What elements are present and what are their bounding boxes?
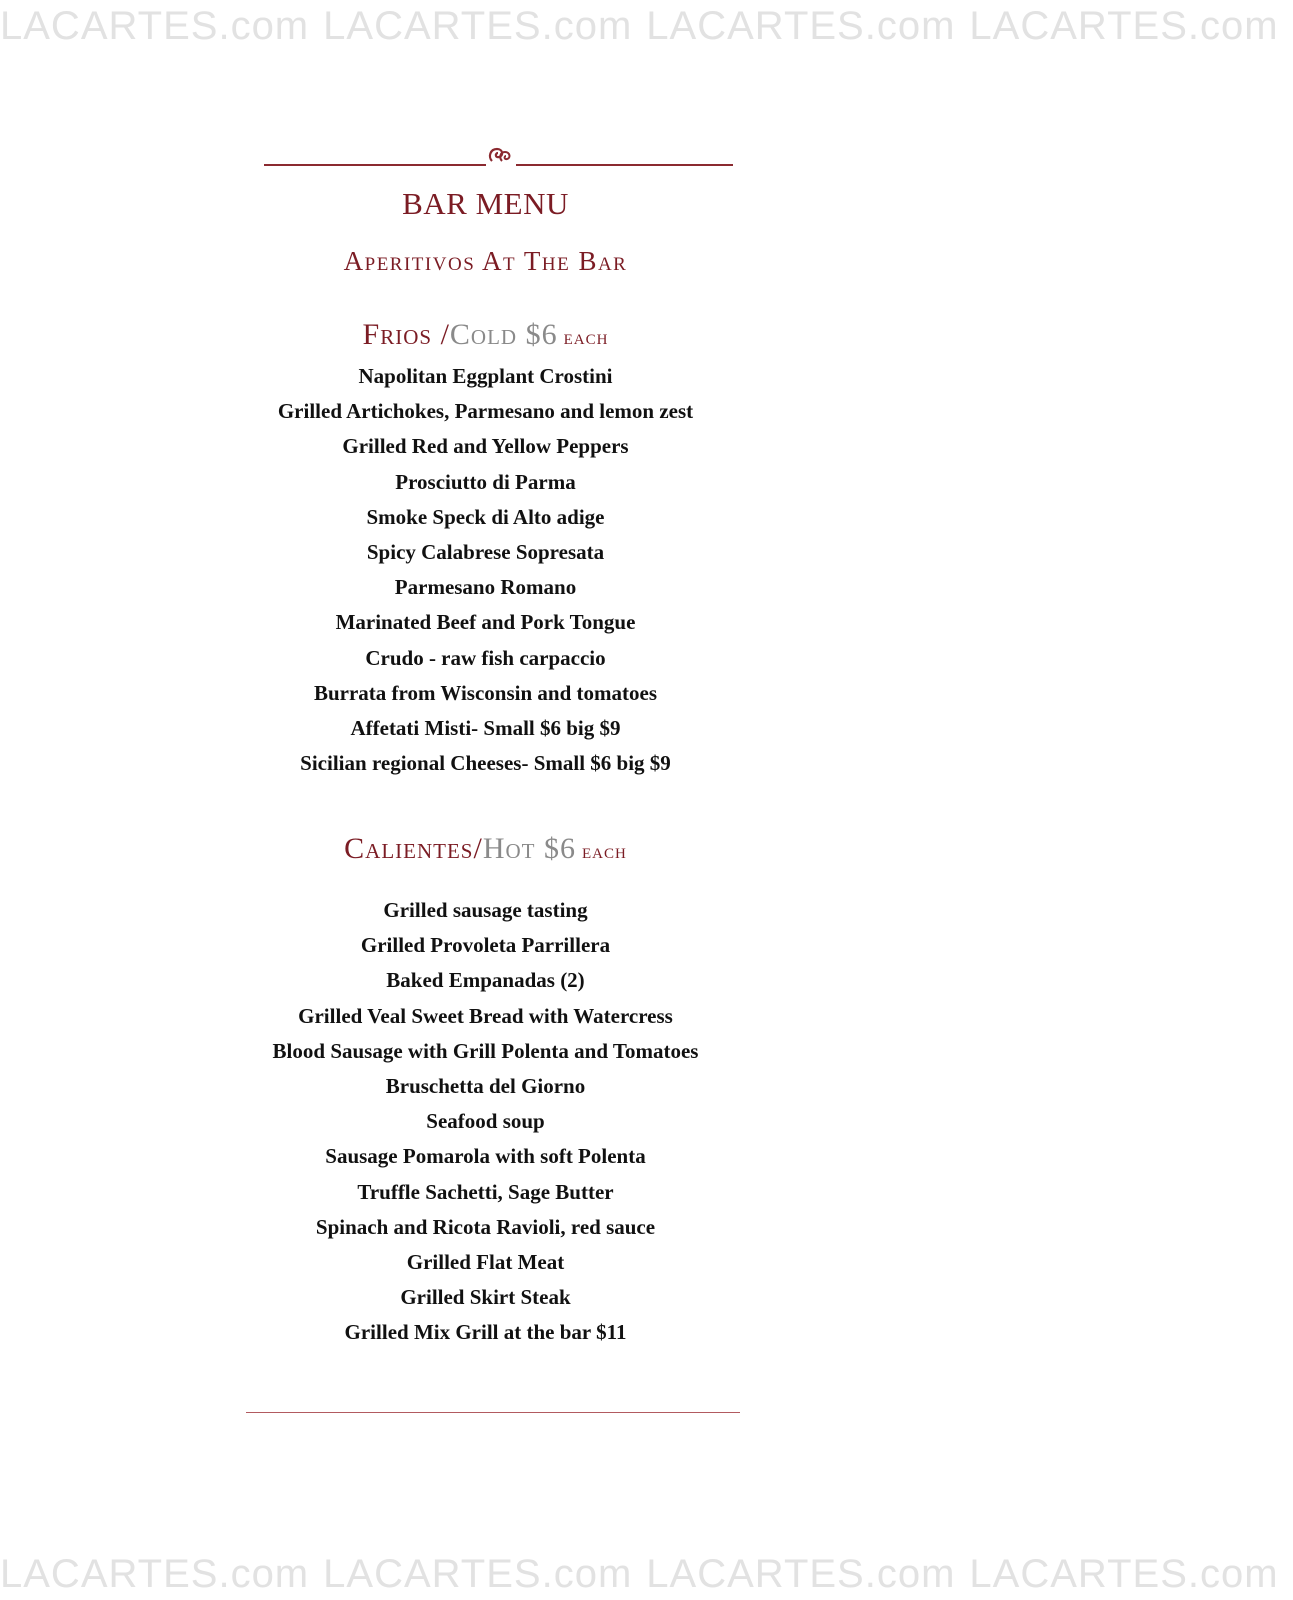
watermark-text: LACARTES.com xyxy=(646,1552,956,1596)
menu-item: Grilled sausage tasting xyxy=(383,898,588,922)
watermark-text: LACARTES.com xyxy=(0,1552,310,1596)
frios-item-list xyxy=(0,359,971,781)
section-name: Frios / xyxy=(362,318,450,351)
menu-item: Grilled Veal Sweet Bread with Watercress xyxy=(298,1003,673,1028)
swirl-ornament-icon xyxy=(486,143,516,167)
menu-item: Spinach and Ricota Ravioli, red sauce xyxy=(315,1214,656,1239)
bottom-divider xyxy=(246,1412,740,1413)
menu-item: Grilled Artichokes, Parmesano and lemon zest xyxy=(277,399,694,424)
section-name: Calientes/ xyxy=(344,832,483,865)
menu-item: Sicilian regional Cheeses- Small $6 big $9 xyxy=(300,751,671,776)
watermark-text: LACARTES.com xyxy=(323,4,633,48)
menu-item: Blood Sausage with Grill Polenta and Tomatoes xyxy=(272,1038,699,1063)
section-heading-frios xyxy=(0,318,971,352)
watermark-text: LACARTES.com xyxy=(969,4,1279,48)
menu-item: Truffle Sachetti, Sage Butter xyxy=(357,1179,614,1204)
menu-item: Sausage Pomarola with soft Polenta xyxy=(325,1144,646,1169)
menu-item: Grilled Flat Meat xyxy=(406,1249,565,1274)
menu-item: Bruschetta del Giorno xyxy=(385,1073,586,1098)
menu-item: Spicy Calabrese Sopresata xyxy=(366,539,605,564)
menu-item: Grilled Skirt Steak xyxy=(400,1285,571,1310)
menu-item: Seafood soup xyxy=(426,1109,545,1134)
menu-item: Napolitan Eggplant Crostini xyxy=(358,364,613,388)
menu-item: Burrata from Wisconsin and tomatoes xyxy=(313,680,657,705)
menu-item: Baked Empanadas (2) xyxy=(386,968,585,993)
watermark-bottom xyxy=(0,1552,1279,1597)
section-english-price: Hot $6 xyxy=(482,832,576,865)
menu-item: Crudo - raw fish carpaccio xyxy=(365,645,606,670)
watermark-text: LACARTES.com xyxy=(0,4,310,48)
watermark-text: LACARTES.com xyxy=(969,1552,1279,1596)
menu-item: Grilled Red and Yellow Peppers xyxy=(342,434,629,459)
menu-item: Affetati Misti- Small $6 big $9 xyxy=(350,715,621,740)
menu-title: BAR MENU xyxy=(402,186,569,221)
section-each: each xyxy=(582,838,627,863)
section-each: each xyxy=(563,324,609,349)
menu-subtitle: Aperitivos At The Bar xyxy=(343,246,628,276)
menu-item: Prosciutto di Parma xyxy=(395,469,576,494)
watermark-text: LACARTES.com xyxy=(646,4,956,48)
calientes-item-list xyxy=(0,893,971,1350)
menu-item: Grilled Provoleta Parrillera xyxy=(360,933,611,958)
watermark-text: LACARTES.com xyxy=(323,1552,633,1596)
watermark-top xyxy=(0,4,1279,49)
menu-item: Parmesano Romano xyxy=(394,575,577,600)
menu-item: Marinated Beef and Pork Tongue xyxy=(335,610,636,635)
menu-item: Smoke Speck di Alto adige xyxy=(366,504,605,529)
section-english-price: Cold $6 xyxy=(449,318,558,351)
menu-item: Grilled Mix Grill at the bar $11 xyxy=(344,1320,627,1345)
section-heading-calientes xyxy=(0,832,971,866)
